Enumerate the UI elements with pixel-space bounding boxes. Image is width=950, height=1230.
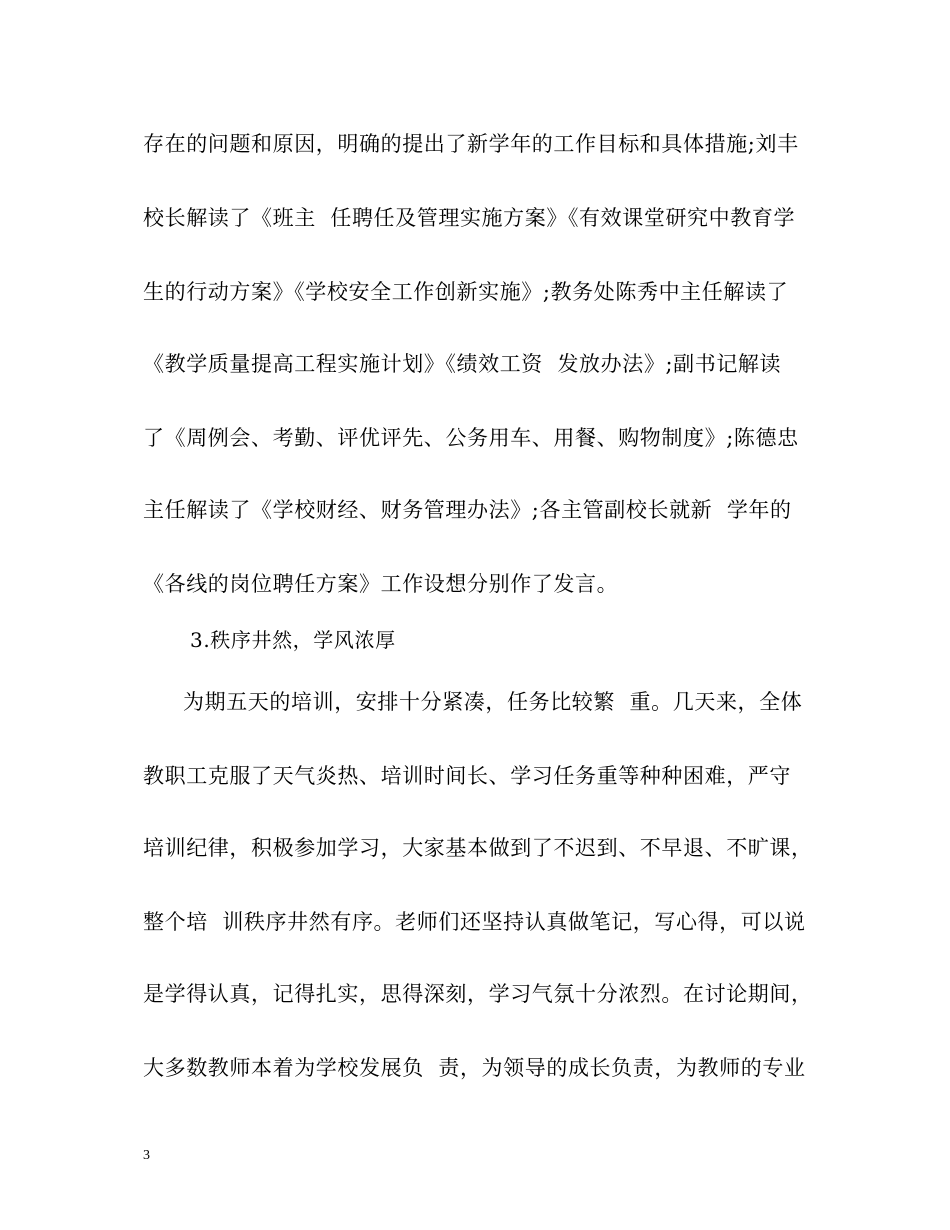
text-line: 了《周例会、考勤、评优评先、公务用车、用餐、购物制度》;陈德忠: [143, 426, 799, 450]
text-line: 是学得认真，记得扎实，思得深刻，学习气氛十分浓烈。在讨论期间，: [143, 982, 813, 1006]
text-line: 培训纪律，积极参加学习，大家基本做到了不迟到、不早退、不旷课，: [143, 836, 813, 860]
text-line: 为期五天的培训，安排十分紧凑，任务比较繁 重。几天来，全体: [183, 690, 803, 714]
text-line: 《教学质量提高工程实施计划》《绩效工资 发放办法》;副书记解读: [143, 352, 782, 376]
text-line: 主任解读了《学校财经、财务管理办法》;各主管副校长就新 学年的: [143, 498, 792, 522]
page-number: 3: [143, 1148, 150, 1163]
text-line: 《各线的岗位聘任方案》工作设想分别作了发言。: [143, 572, 619, 596]
text-line: 生的行动方案》《学校安全工作创新实施》;教务处陈秀中主任解读了: [143, 280, 789, 304]
text-line: 整个培 训秩序井然有序。老师们还坚持认真做笔记，写心得，可以说: [143, 910, 806, 934]
text-line: 存在的问题和原因，明确的提出了新学年的工作目标和具体措施;刘丰: [143, 132, 799, 156]
text-line: 教职工克服了天气炎热、培训时间长、学习任务重等种种困难，严守: [143, 764, 791, 788]
text-line: 大多数教师本着为学校发展负 责，为领导的成长负责，为教师的专业: [143, 1056, 806, 1080]
text-line: 校长解读了《班主 任聘任及管理实施方案》《有效课堂研究中教育学: [143, 206, 796, 230]
section-heading: 3.秩序井然，学风浓厚: [190, 628, 396, 652]
